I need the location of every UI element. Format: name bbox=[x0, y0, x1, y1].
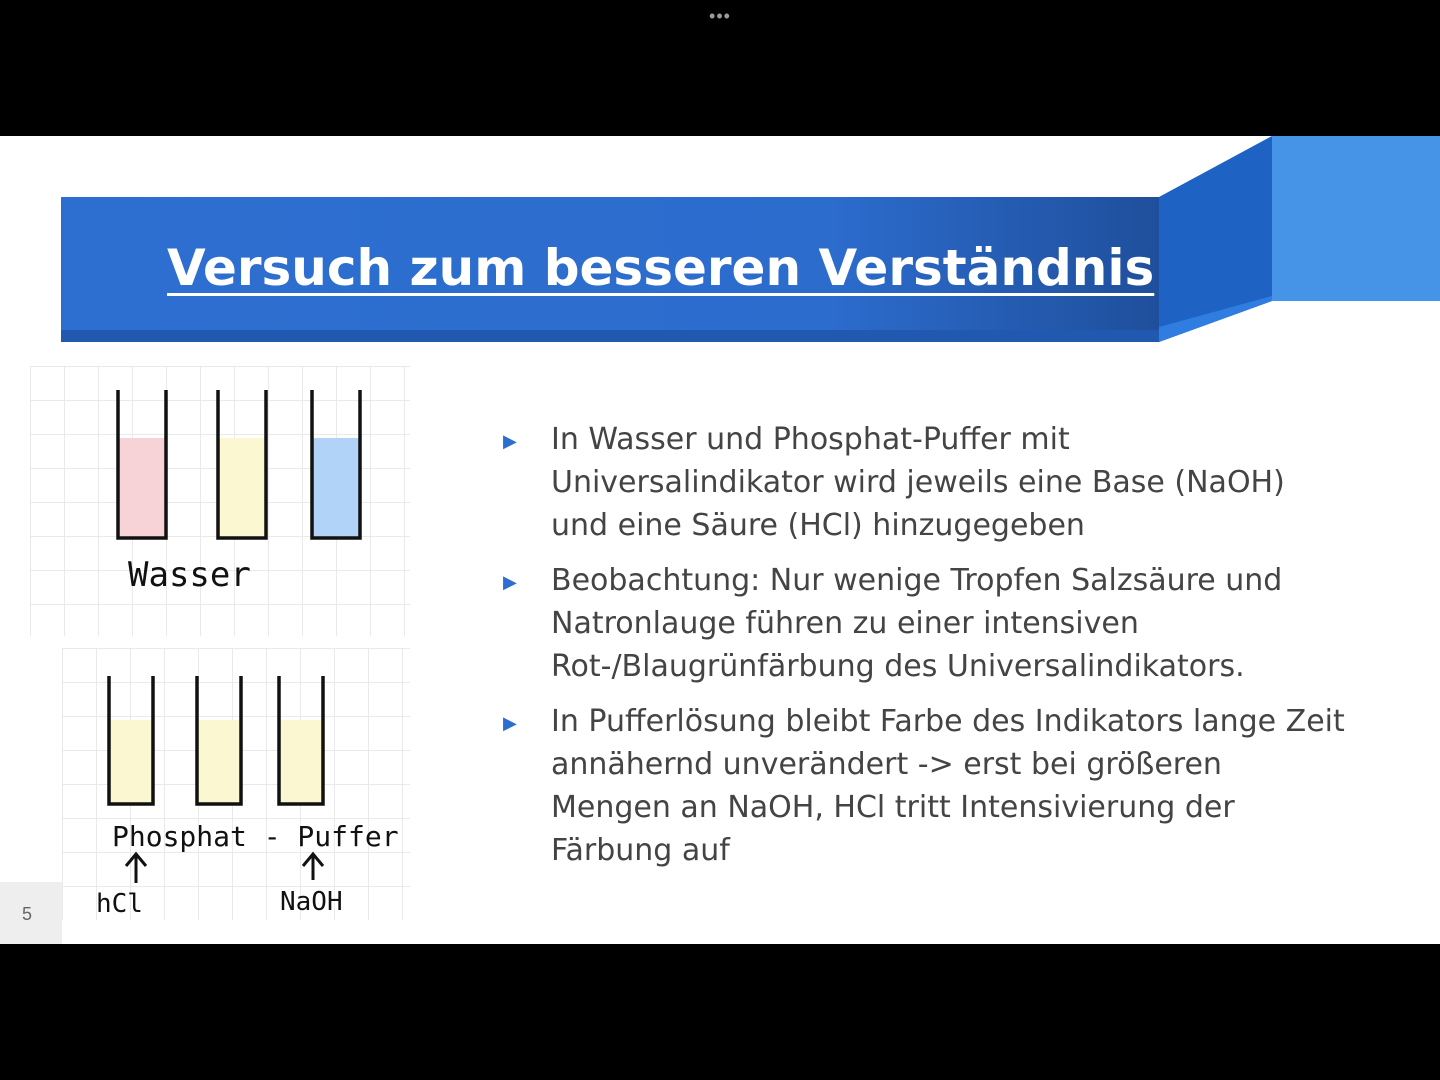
sketch-phosphat-puffer bbox=[62, 648, 410, 920]
tube-fill-yellow bbox=[109, 720, 153, 804]
bullet-list bbox=[498, 418, 1348, 884]
tube-fill-yellow bbox=[197, 720, 241, 804]
tube-fill-pink bbox=[118, 438, 166, 538]
label-hcl: hCl bbox=[96, 889, 143, 919]
bullet-text: Beobachtung: Nur wenige Tropfen Salzsäure und Natronlauge führen zu einer intensiven Rot-/Blaugrünfärbung des Universalindikators. bbox=[551, 563, 1283, 684]
label-wasser: Wasser bbox=[128, 555, 251, 595]
bullet-text: In Wasser und Phosphat-Puffer mit Universalindikator wird jeweils eine Base (NaOH) und eine Säure (HCl) hinzugegeben bbox=[551, 422, 1285, 543]
sketch-wasser bbox=[30, 366, 410, 636]
slide-title: Versuch zum besseren Verständnis bbox=[167, 239, 1155, 297]
slide bbox=[0, 136, 1440, 944]
tube-fill-yellow bbox=[218, 438, 266, 538]
triangle-bullet-icon: ▶ bbox=[503, 572, 517, 593]
menu-dots-icon[interactable]: ••• bbox=[709, 6, 731, 26]
page-number: 5 bbox=[22, 904, 33, 924]
bullet-item bbox=[498, 418, 1348, 547]
triangle-bullet-icon: ▶ bbox=[503, 431, 517, 452]
tube-fill-blue bbox=[312, 438, 360, 538]
triangle-bullet-icon: ▶ bbox=[503, 713, 517, 734]
label-naoh: NaOH bbox=[280, 887, 343, 917]
label-phosphat-puffer: Phosphat - Puffer bbox=[112, 820, 399, 853]
bullet-text: In Pufferlösung bleibt Farbe des Indikators lange Zeit annähernd unverändert -> erst bei größeren Mengen an NaOH, HCl tritt Intensivierung der Färbung auf bbox=[551, 704, 1345, 868]
bullet-item bbox=[498, 700, 1348, 872]
tube-fill-yellow bbox=[279, 720, 323, 804]
bullet-item bbox=[498, 559, 1348, 688]
title-banner bbox=[61, 197, 1159, 342]
page-number-box bbox=[0, 882, 62, 944]
